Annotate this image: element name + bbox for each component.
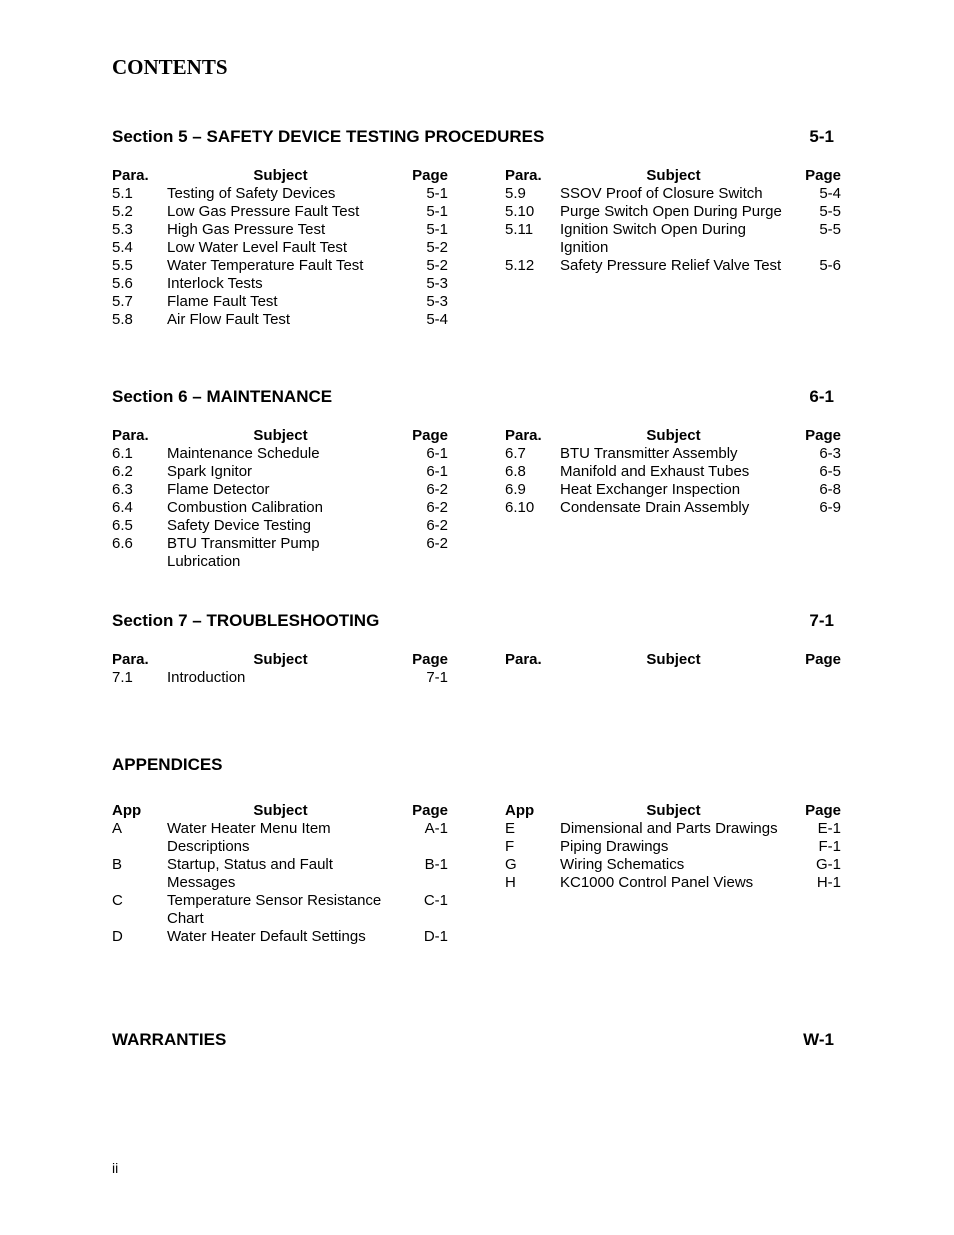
toc-entry[interactable] <box>112 293 448 311</box>
section-6-right-column <box>505 427 841 517</box>
entry-app: D <box>112 928 123 945</box>
entry-para: 5.5 <box>112 257 133 274</box>
toc-entry[interactable] <box>505 203 841 221</box>
entry-subject: Maintenance Schedule <box>167 445 320 462</box>
entry-page: 5-4 <box>819 185 841 202</box>
entry-subject: Heat Exchanger Inspection <box>560 481 741 498</box>
toc-entry[interactable] <box>505 499 841 517</box>
section-page: 7-1 <box>809 611 834 630</box>
entry-para: 5.12 <box>505 257 535 274</box>
toc-entry[interactable] <box>112 535 448 571</box>
entry-page: 5-3 <box>426 293 448 310</box>
toc-entry[interactable] <box>112 928 448 946</box>
entry-subject: Wiring Schematics <box>560 856 685 873</box>
toc-entry[interactable] <box>112 185 448 203</box>
entry-subject: High Gas Pressure Test <box>167 221 326 238</box>
page-header: Page <box>412 427 448 444</box>
entry-page: C-1 <box>423 892 448 909</box>
page-header: Page <box>412 802 448 819</box>
entry-page: 6-2 <box>426 481 448 498</box>
toc-entry[interactable] <box>112 499 448 517</box>
subject-header: Subject <box>646 167 701 184</box>
page-header: Page <box>412 167 448 184</box>
entry-page: G-1 <box>815 856 841 873</box>
app-header: App <box>505 802 535 819</box>
toc-header-row <box>112 167 448 185</box>
section-7-right-column <box>505 651 841 669</box>
entry-page: B-1 <box>424 856 448 873</box>
toc-entry[interactable] <box>112 257 448 275</box>
entry-subject: Water Temperature Fault Test <box>167 257 364 274</box>
toc-entry[interactable] <box>112 856 448 892</box>
entry-page: D-1 <box>423 928 448 945</box>
entry-page: 6-3 <box>819 445 841 462</box>
appendices-heading <box>112 755 834 775</box>
entry-para: 6.2 <box>112 463 133 480</box>
page-number: ii <box>112 1160 119 1176</box>
entry-subject: Safety Pressure Relief Valve Test <box>560 257 782 274</box>
toc-entry[interactable] <box>505 838 841 856</box>
toc-header-row <box>112 802 448 820</box>
entry-page: 5-1 <box>426 203 448 220</box>
toc-entry[interactable] <box>112 311 448 329</box>
entry-para: 5.9 <box>505 185 526 202</box>
entry-page: 5-5 <box>819 221 841 238</box>
entry-para: 6.7 <box>505 445 526 462</box>
toc-entry[interactable] <box>505 481 841 499</box>
entry-para: 6.1 <box>112 445 133 462</box>
toc-entry[interactable] <box>112 820 448 856</box>
entry-subject: Purge Switch Open During Purge <box>560 203 782 220</box>
entry-page: 5-1 <box>426 185 448 202</box>
entry-para: 5.2 <box>112 203 133 220</box>
entry-page: 5-4 <box>426 311 448 328</box>
section-5-right-column <box>505 167 841 275</box>
para-header: Para. <box>505 427 542 444</box>
toc-entry[interactable] <box>112 239 448 257</box>
para-header: Para. <box>505 651 542 668</box>
entry-subject: Flame Fault Test <box>167 293 278 310</box>
entry-page: E-1 <box>817 820 841 837</box>
section-title: Section 6 – MAINTENANCE <box>112 387 333 406</box>
warranties-heading <box>112 1030 834 1050</box>
toc-header-row <box>505 167 841 185</box>
entry-app: G <box>505 856 517 873</box>
entry-app: H <box>505 874 516 891</box>
section-6-left-column <box>112 427 448 571</box>
entry-page: 6-9 <box>819 499 841 516</box>
subject-header: Subject <box>253 802 308 819</box>
toc-entry[interactable] <box>505 185 841 203</box>
entry-subject: Temperature Sensor Resistance Chart <box>167 892 382 927</box>
section-title: Section 5 – SAFETY DEVICE TESTING PROCEDURES <box>112 127 545 146</box>
entry-app: E <box>505 820 516 837</box>
section-5-heading <box>112 127 834 147</box>
entry-para: 6.8 <box>505 463 526 480</box>
entry-para: 5.4 <box>112 239 133 256</box>
entry-para: 7.1 <box>112 669 133 686</box>
toc-entry[interactable] <box>505 257 841 275</box>
entry-page: 6-2 <box>426 517 448 534</box>
entry-para: 5.6 <box>112 275 133 292</box>
entry-page: A-1 <box>424 820 448 837</box>
toc-header-row <box>112 651 448 669</box>
section-title: Section 7 – TROUBLESHOOTING <box>112 611 380 630</box>
entry-subject: Condensate Drain Assembly <box>560 499 750 516</box>
toc-entry[interactable] <box>112 275 448 293</box>
toc-entry[interactable] <box>112 463 448 481</box>
entry-page: 5-2 <box>426 257 448 274</box>
entry-page: 5-3 <box>426 275 448 292</box>
toc-header-row <box>505 651 841 669</box>
page-header: Page <box>805 802 841 819</box>
entry-subject: Introduction <box>167 669 246 686</box>
entry-page: 7-1 <box>426 669 448 686</box>
entry-subject: KC1000 Control Panel Views <box>560 874 754 891</box>
subject-header: Subject <box>646 427 701 444</box>
section-6-heading <box>112 387 834 407</box>
toc-entry[interactable] <box>112 203 448 221</box>
toc-entry[interactable] <box>112 481 448 499</box>
entry-page: F-1 <box>818 838 841 855</box>
toc-header-row <box>505 427 841 445</box>
entry-subject: Air Flow Fault Test <box>167 311 291 328</box>
section-title: WARRANTIES <box>112 1030 227 1049</box>
entry-subject: Safety Device Testing <box>167 517 311 534</box>
entry-subject: BTU Transmitter Assembly <box>560 445 738 462</box>
section-7-left-column <box>112 651 448 687</box>
section-title: APPENDICES <box>112 755 223 774</box>
entry-subject: BTU Transmitter Pump Lubrication <box>167 535 320 570</box>
page-header: Page <box>805 427 841 444</box>
entry-para: 5.8 <box>112 311 133 328</box>
para-header: Para. <box>505 167 542 184</box>
subject-header: Subject <box>646 651 701 668</box>
toc-entry[interactable] <box>112 669 448 687</box>
toc-entry[interactable] <box>505 820 841 838</box>
entry-para: 6.3 <box>112 481 133 498</box>
entry-page: 6-1 <box>426 445 448 462</box>
entry-page: 6-8 <box>819 481 841 498</box>
entry-subject: Spark Ignitor <box>167 463 253 480</box>
entry-para: 5.10 <box>505 203 535 220</box>
entry-app: C <box>112 892 123 909</box>
toc-header-row <box>112 427 448 445</box>
entry-para: 5.11 <box>505 221 534 238</box>
section-page: 6-1 <box>809 387 834 406</box>
entry-subject: Manifold and Exhaust Tubes <box>560 463 750 480</box>
toc-entry[interactable] <box>505 874 841 892</box>
para-header: Para. <box>112 651 149 668</box>
entry-page: 5-5 <box>819 203 841 220</box>
subject-header: Subject <box>253 427 308 444</box>
section-page: W-1 <box>803 1030 834 1049</box>
entry-app: B <box>112 856 123 873</box>
section-page: 5-1 <box>809 127 834 146</box>
entry-para: 5.1 <box>112 185 133 202</box>
toc-entry[interactable] <box>112 517 448 535</box>
toc-entry[interactable] <box>505 445 841 463</box>
entry-para: 6.4 <box>112 499 133 516</box>
entry-page: 6-1 <box>426 463 448 480</box>
para-header: Para. <box>112 167 149 184</box>
page-title: CONTENTS <box>112 55 228 79</box>
toc-entry[interactable] <box>112 892 448 928</box>
entry-subject: Low Water Level Fault Test <box>167 239 348 256</box>
entry-subject: Dimensional and Parts Drawings <box>560 820 778 837</box>
page-header: Page <box>805 167 841 184</box>
entry-page: 5-1 <box>426 221 448 238</box>
entry-subject: Testing of Safety Devices <box>167 185 336 202</box>
page-header: Page <box>805 651 841 668</box>
entry-subject: SSOV Proof of Closure Switch <box>560 185 763 202</box>
entry-subject: Flame Detector <box>167 481 270 498</box>
entry-subject: Piping Drawings <box>560 838 669 855</box>
app-header: App <box>112 802 142 819</box>
entry-para: 6.10 <box>505 499 535 516</box>
toc-entry[interactable] <box>112 445 448 463</box>
subject-header: Subject <box>646 802 701 819</box>
entry-para: 5.3 <box>112 221 133 238</box>
entry-para: 6.9 <box>505 481 526 498</box>
appendices-right-column <box>505 802 841 892</box>
subject-header: Subject <box>253 167 308 184</box>
entry-subject: Low Gas Pressure Fault Test <box>167 203 360 220</box>
entry-app: F <box>505 838 515 855</box>
entry-para: 6.6 <box>112 535 133 552</box>
entry-page: 6-5 <box>819 463 841 480</box>
toc-entry[interactable] <box>505 463 841 481</box>
subject-header: Subject <box>253 651 308 668</box>
entry-subject: Startup, Status and Fault Messages <box>167 856 333 891</box>
entry-subject: Combustion Calibration <box>167 499 323 516</box>
page-header: Page <box>412 651 448 668</box>
entry-page: 5-2 <box>426 239 448 256</box>
entry-page: 5-6 <box>819 257 841 274</box>
appendices-left-column <box>112 802 448 946</box>
entry-subject: Ignition Switch Open During Ignition <box>560 221 746 256</box>
entry-subject: Water Heater Default Settings <box>167 928 366 945</box>
entry-para: 5.7 <box>112 293 133 310</box>
para-header: Para. <box>112 427 149 444</box>
toc-entry[interactable] <box>112 221 448 239</box>
entry-subject: Water Heater Menu Item Descriptions <box>167 820 331 855</box>
toc-entry[interactable] <box>505 221 841 257</box>
entry-page: 6-2 <box>426 535 448 552</box>
entry-subject: Interlock Tests <box>167 275 263 292</box>
entry-app: A <box>112 820 123 837</box>
entry-page: H-1 <box>816 874 841 891</box>
toc-entry[interactable] <box>505 856 841 874</box>
toc-header-row <box>505 802 841 820</box>
entry-para: 6.5 <box>112 517 133 534</box>
section-7-heading <box>112 611 834 631</box>
entry-page: 6-2 <box>426 499 448 516</box>
section-5-left-column <box>112 167 448 329</box>
